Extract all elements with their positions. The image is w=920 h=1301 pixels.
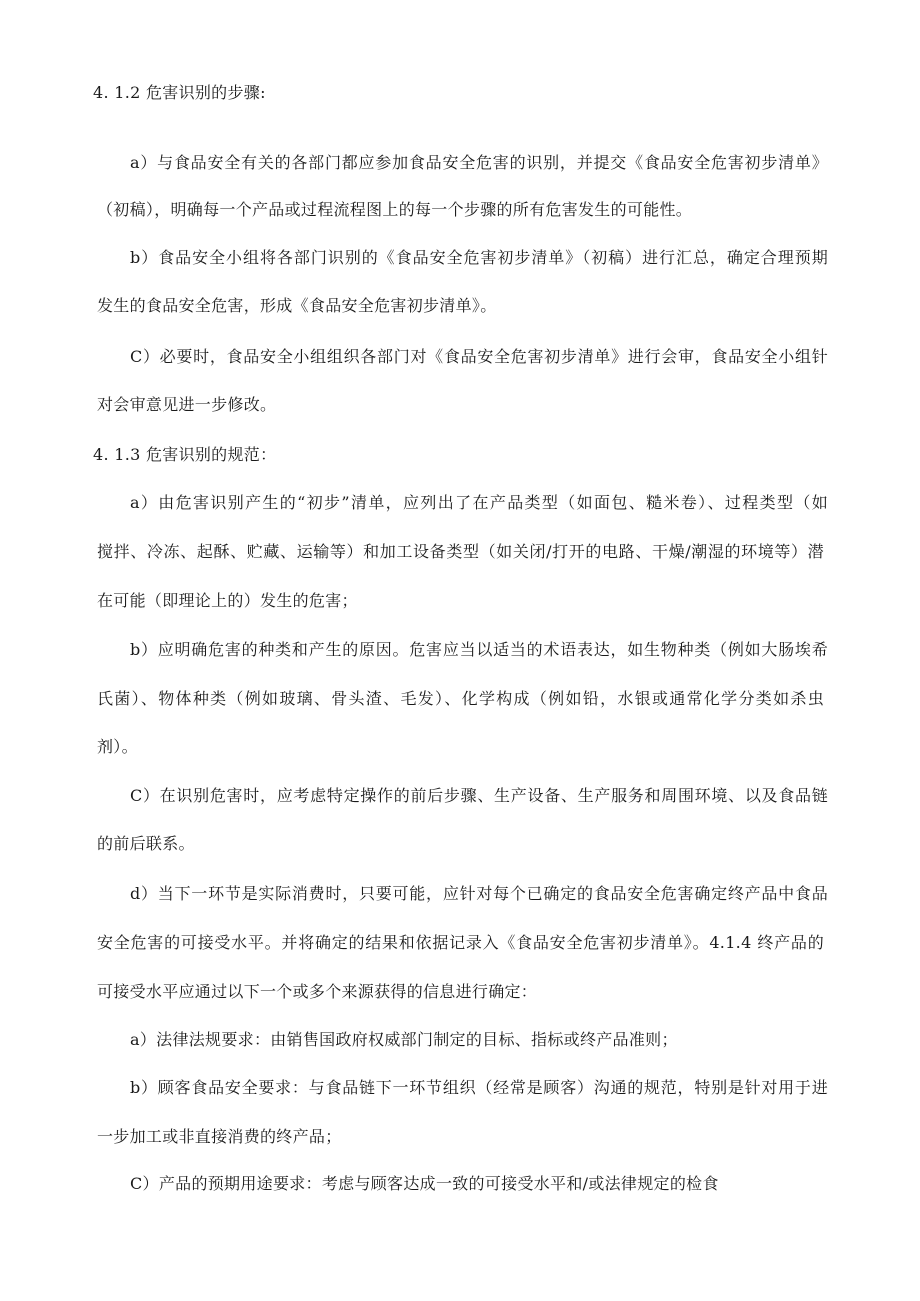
paragraph-line: 安全危害的可接受水平。并将确定的结果和依据记录入《食品安全危害初步清单》。4.1.4 终产品的 bbox=[97, 933, 824, 952]
paragraph-line: 氏菌）、物体种类（例如玻璃、骨头渣、毛发）、化学构成（例如铅，水银或通常化学分类如杀虫 bbox=[97, 689, 824, 708]
paragraph-line: 可接受水平应通过以下一个或多个来源获得的信息进行确定： bbox=[97, 982, 538, 1001]
paragraph-line: b）顾客食品安全要求：与食品链下一环节组织（经常是顾客）沟通的规范，特别是针对用于进 bbox=[130, 1078, 828, 1097]
paragraph-line: C）必要时，食品安全小组组织各部门对《食品安全危害初步清单》进行会审，食品安全小组针 bbox=[130, 347, 828, 366]
section-heading-4-1-2: 4. 1.2 危害识别的步骤: bbox=[93, 83, 266, 102]
paragraph-line: 在可能（即理论上的）发生的危害； bbox=[97, 591, 358, 610]
paragraph-line: C）产品的预期用途要求：考虑与顾客达成一致的可接受水平和/或法律规定的检食 bbox=[130, 1174, 719, 1193]
paragraph-line: 的前后联系。 bbox=[97, 834, 195, 853]
paragraph-line: 剂）。 bbox=[97, 737, 138, 756]
paragraph-line: 一步加工或非直接消费的终产品； bbox=[97, 1127, 342, 1146]
section-heading-4-1-3: 4. 1.3 危害识别的规范： bbox=[93, 445, 277, 464]
paragraph-line: （初稿），明确每一个产品或过程流程图上的每一个步骤的所有危害发生的可能性。 bbox=[97, 200, 693, 219]
paragraph-line: 对会审意见进一步修改。 bbox=[97, 395, 277, 414]
paragraph-line: 发生的食品安全危害，形成《食品安全危害初步清单》。 bbox=[97, 296, 497, 315]
paragraph-line: a）由危害识别产生的“初步”清单，应列出了在产品类型（如面包、糙米卷）、过程类型（如 bbox=[130, 493, 828, 512]
paragraph-line: b）应明确危害的种类和产生的原因。危害应当以适当的术语表达，如生物种类（例如大肠埃希 bbox=[130, 640, 828, 659]
paragraph-line: C）在识别危害时，应考虑特定操作的前后步骤、生产设备、生产服务和周围环境、以及食品链 bbox=[130, 786, 828, 805]
paragraph-line: 搅拌、冷冻、起酥、贮藏、运输等）和加工设备类型（如关闭/打开的电路、干燥/潮湿的环境等）潜 bbox=[97, 542, 824, 561]
paragraph-line: a）法律法规要求：由销售国政府权威部门制定的目标、指标或终产品准则； bbox=[130, 1030, 678, 1049]
paragraph-line: d）当下一环节是实际消费时，只要可能，应针对每个已确定的食品安全危害确定终产品中食品 bbox=[130, 884, 828, 903]
paragraph-line: a）与食品安全有关的各部门都应参加食品安全危害的识别，并提交《食品安全危害初步清单》 bbox=[130, 153, 828, 172]
paragraph-line: b）食品安全小组将各部门识别的《食品安全危害初步清单》（初稿）进行汇总，确定合理预期 bbox=[130, 248, 828, 267]
